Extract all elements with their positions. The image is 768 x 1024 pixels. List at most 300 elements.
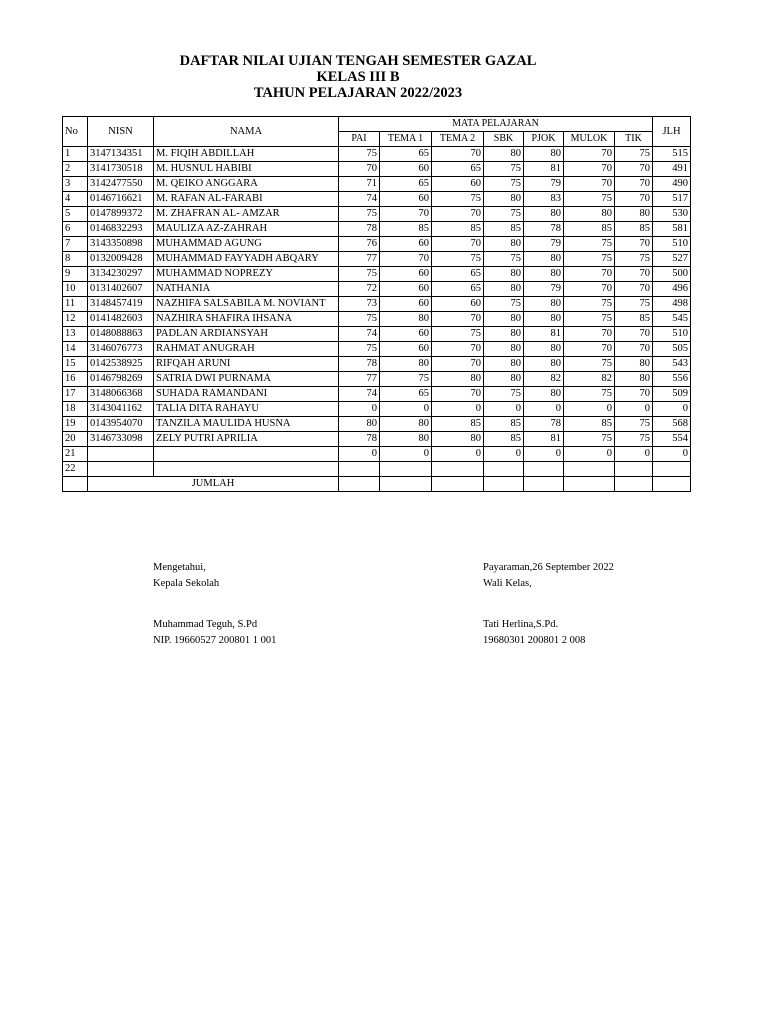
row-no: 2: [63, 162, 88, 177]
row-score: 80: [380, 417, 432, 432]
footer-row: [63, 477, 691, 492]
table-row: [63, 327, 691, 342]
row-score: 65: [432, 162, 484, 177]
row-score: 71: [339, 177, 380, 192]
row-nama: NATHANIA: [154, 282, 339, 297]
row-nama: TANZILA MAULIDA HUSNA: [154, 417, 339, 432]
row-nisn: 0146798269: [88, 372, 154, 387]
row-jlh: 545: [653, 312, 691, 327]
row-score: 70: [615, 327, 653, 342]
row-jlh: 510: [653, 237, 691, 252]
row-score: 70: [564, 267, 615, 282]
row-score: 80: [484, 192, 524, 207]
row-score: 75: [432, 327, 484, 342]
footer-empty-cell: [564, 477, 615, 492]
table-row: [63, 417, 691, 432]
row-nisn: 3134230297: [88, 267, 154, 282]
header-subject: MULOK: [564, 132, 615, 147]
row-nama: M. HUSNUL HABIBI: [154, 162, 339, 177]
left-nip: NIP. 19660527 200801 1 001: [153, 635, 277, 646]
row-score: 80: [524, 357, 564, 372]
row-score: [380, 462, 432, 477]
row-nisn: 0146832293: [88, 222, 154, 237]
row-score: 80: [524, 297, 564, 312]
row-jlh: 505: [653, 342, 691, 357]
row-score: 80: [524, 267, 564, 282]
row-score: 85: [432, 222, 484, 237]
row-nama: M. RAFAN AL-FARABI: [154, 192, 339, 207]
left-line-2: Kepala Sekolah: [153, 578, 220, 589]
title-line-2: KELAS III B: [316, 69, 400, 85]
row-nisn: 3141730518: [88, 162, 154, 177]
table-row: [63, 162, 691, 177]
header-subject: PJOK: [524, 132, 564, 147]
row-score: 65: [380, 387, 432, 402]
row-score: 78: [524, 222, 564, 237]
row-score: 75: [339, 207, 380, 222]
title-line-1: DAFTAR NILAI UJIAN TENGAH SEMESTER GAZAL: [179, 53, 537, 69]
row-score: 70: [432, 147, 484, 162]
row-score: 75: [484, 207, 524, 222]
row-score: 85: [615, 312, 653, 327]
right-line-2: Wali Kelas,: [483, 578, 532, 589]
row-score: 70: [615, 162, 653, 177]
row-score: [564, 462, 615, 477]
row-nisn: 0132009428: [88, 252, 154, 267]
row-nisn: 0131402607: [88, 282, 154, 297]
row-score: 80: [432, 432, 484, 447]
row-score: 80: [380, 312, 432, 327]
row-score: 70: [432, 357, 484, 372]
row-nisn: 3148066368: [88, 387, 154, 402]
row-no: 22: [63, 462, 88, 477]
row-score: 75: [484, 297, 524, 312]
footer-no-cell: [63, 477, 88, 492]
row-score: 70: [615, 282, 653, 297]
row-score: 80: [484, 312, 524, 327]
row-no: 13: [63, 327, 88, 342]
row-score: 82: [564, 372, 615, 387]
row-score: 81: [524, 432, 564, 447]
row-nisn: [88, 462, 154, 477]
row-score: 78: [339, 432, 380, 447]
row-score: [615, 462, 653, 477]
row-nama: MUHAMMAD FAYYADH ABQARY: [154, 252, 339, 267]
row-score: 80: [564, 207, 615, 222]
row-score: 0: [564, 447, 615, 462]
row-score: 80: [484, 342, 524, 357]
header-mata-pelajaran: MATA PELAJARAN: [339, 117, 653, 132]
row-jlh: 490: [653, 177, 691, 192]
left-line-1: Mengetahui,: [153, 562, 206, 573]
row-score: 80: [484, 357, 524, 372]
table-row: [63, 462, 691, 477]
row-score: 65: [380, 147, 432, 162]
row-nisn: 3143350898: [88, 237, 154, 252]
row-score: 70: [432, 312, 484, 327]
row-score: 70: [615, 387, 653, 402]
row-score: 72: [339, 282, 380, 297]
row-nama: NAZHIFA SALSABILA M. NOVIANT: [154, 297, 339, 312]
row-nisn: 3143041162: [88, 402, 154, 417]
header-subject: TIK: [615, 132, 653, 147]
row-score: 85: [484, 432, 524, 447]
row-score: 75: [339, 342, 380, 357]
footer-empty-cell: [380, 477, 432, 492]
row-score: 75: [615, 252, 653, 267]
table-row: [63, 282, 691, 297]
row-score: 80: [484, 237, 524, 252]
footer-empty-cell: [339, 477, 380, 492]
row-score: 77: [339, 252, 380, 267]
row-no: 16: [63, 372, 88, 387]
row-nama: PADLAN ARDIANSYAH: [154, 327, 339, 342]
row-no: 3: [63, 177, 88, 192]
row-nisn: 3146076773: [88, 342, 154, 357]
row-score: 70: [564, 147, 615, 162]
row-score: 75: [615, 147, 653, 162]
row-score: 70: [380, 252, 432, 267]
row-score: 80: [380, 432, 432, 447]
table-row: [63, 432, 691, 447]
row-score: 60: [380, 342, 432, 357]
row-score: 70: [380, 207, 432, 222]
row-score: 80: [524, 207, 564, 222]
row-nisn: 0142538925: [88, 357, 154, 372]
row-score: 0: [615, 447, 653, 462]
row-score: 76: [339, 237, 380, 252]
row-score: 70: [615, 342, 653, 357]
row-score: 0: [524, 447, 564, 462]
row-jlh: 510: [653, 327, 691, 342]
row-nama: MUHAMMAD NOPREZY: [154, 267, 339, 282]
header-subject: TEMA 1: [380, 132, 432, 147]
row-no: 10: [63, 282, 88, 297]
signature-left: [153, 561, 276, 648]
table-row: [63, 447, 691, 462]
row-score: 60: [432, 177, 484, 192]
table-row: [63, 372, 691, 387]
row-jlh: 530: [653, 207, 691, 222]
row-nama: M. FIQIH ABDILLAH: [154, 147, 339, 162]
row-score: 0: [484, 402, 524, 417]
row-no: 15: [63, 357, 88, 372]
row-score: 75: [564, 237, 615, 252]
row-score: 0: [380, 447, 432, 462]
row-no: 19: [63, 417, 88, 432]
row-score: 70: [432, 387, 484, 402]
row-no: 5: [63, 207, 88, 222]
table-row: [63, 192, 691, 207]
footer-empty-cell: [615, 477, 653, 492]
row-score: [339, 462, 380, 477]
row-score: 60: [380, 327, 432, 342]
row-score: 70: [564, 282, 615, 297]
row-score: 0: [432, 447, 484, 462]
row-score: 80: [524, 387, 564, 402]
row-jlh: 527: [653, 252, 691, 267]
row-score: 82: [524, 372, 564, 387]
row-jlh: 517: [653, 192, 691, 207]
row-nisn: 0148088863: [88, 327, 154, 342]
table-row: [63, 387, 691, 402]
row-score: 60: [380, 237, 432, 252]
row-score: 80: [484, 282, 524, 297]
row-nama: RIFQAH ARUNI: [154, 357, 339, 372]
row-jlh: 500: [653, 267, 691, 282]
row-no: 11: [63, 297, 88, 312]
row-score: 60: [380, 282, 432, 297]
row-score: 80: [524, 252, 564, 267]
row-score: 0: [432, 402, 484, 417]
row-no: 17: [63, 387, 88, 402]
row-score: 85: [484, 417, 524, 432]
row-no: 8: [63, 252, 88, 267]
row-jlh: 543: [653, 357, 691, 372]
row-score: 85: [615, 222, 653, 237]
row-nama: [154, 447, 339, 462]
row-score: [432, 462, 484, 477]
row-score: 74: [339, 387, 380, 402]
row-score: [524, 462, 564, 477]
row-jlh: 509: [653, 387, 691, 402]
row-no: 1: [63, 147, 88, 162]
table-row: [63, 297, 691, 312]
row-jlh: 554: [653, 432, 691, 447]
row-score: 80: [484, 327, 524, 342]
row-score: 83: [524, 192, 564, 207]
row-score: 70: [432, 237, 484, 252]
row-score: 75: [564, 432, 615, 447]
row-no: 4: [63, 192, 88, 207]
row-score: 70: [432, 342, 484, 357]
row-score: 75: [564, 357, 615, 372]
row-score: 70: [339, 162, 380, 177]
row-no: 9: [63, 267, 88, 282]
row-score: 73: [339, 297, 380, 312]
row-score: 75: [484, 252, 524, 267]
row-score: 0: [484, 447, 524, 462]
footer-empty-cell: [484, 477, 524, 492]
row-nama: [154, 462, 339, 477]
footer-jumlah-label: JUMLAH: [88, 477, 339, 492]
row-nama: RAHMAT ANUGRAH: [154, 342, 339, 357]
table-row: [63, 177, 691, 192]
row-score: 75: [380, 372, 432, 387]
row-score: 60: [380, 297, 432, 312]
row-nisn: 3146733098: [88, 432, 154, 447]
row-score: 70: [564, 342, 615, 357]
row-jlh: 568: [653, 417, 691, 432]
row-jlh: 0: [653, 447, 691, 462]
row-nama: MAULIZA AZ-ZAHRAH: [154, 222, 339, 237]
row-score: 80: [524, 342, 564, 357]
row-score: 74: [339, 327, 380, 342]
row-score: 80: [615, 372, 653, 387]
row-score: 80: [339, 417, 380, 432]
title-line-3: TAHUN PELAJARAN 2022/2023: [253, 85, 463, 101]
row-score: 78: [339, 222, 380, 237]
row-score: 70: [615, 267, 653, 282]
row-score: 70: [432, 207, 484, 222]
row-no: 6: [63, 222, 88, 237]
row-score: 80: [432, 372, 484, 387]
row-score: 70: [564, 327, 615, 342]
table-row: [63, 207, 691, 222]
row-score: 70: [615, 192, 653, 207]
table-row: [63, 312, 691, 327]
header-subject: SBK: [484, 132, 524, 147]
row-score: 75: [339, 312, 380, 327]
header-no: No: [63, 117, 88, 147]
row-no: 12: [63, 312, 88, 327]
row-nisn: 0147899372: [88, 207, 154, 222]
header-jlh: JLH: [653, 117, 691, 147]
row-score: 85: [564, 417, 615, 432]
row-nama: NAZHIRA SHAFIRA IHSANA: [154, 312, 339, 327]
row-score: 74: [339, 192, 380, 207]
row-score: 85: [564, 222, 615, 237]
row-score: 81: [524, 162, 564, 177]
row-score: 75: [484, 387, 524, 402]
row-score: 0: [615, 402, 653, 417]
row-nama: TALIA DITA RAHAYU: [154, 402, 339, 417]
row-score: 0: [339, 447, 380, 462]
row-score: 85: [484, 222, 524, 237]
row-score: 60: [380, 192, 432, 207]
row-score: 0: [564, 402, 615, 417]
row-score: 70: [615, 177, 653, 192]
row-score: 75: [484, 162, 524, 177]
row-jlh: 581: [653, 222, 691, 237]
row-score: 70: [564, 162, 615, 177]
row-score: 75: [564, 312, 615, 327]
row-nama: ZELY PUTRI APRILIA: [154, 432, 339, 447]
table-row: [63, 402, 691, 417]
row-score: 60: [380, 267, 432, 282]
row-score: 79: [524, 237, 564, 252]
table-row: [63, 342, 691, 357]
row-score: 78: [524, 417, 564, 432]
row-score: 75: [615, 297, 653, 312]
row-score: 65: [380, 177, 432, 192]
row-score: 85: [380, 222, 432, 237]
header-subject: TEMA 2: [432, 132, 484, 147]
row-no: 7: [63, 237, 88, 252]
row-jlh: 0: [653, 402, 691, 417]
table-row: [63, 267, 691, 282]
row-nama: M. ZHAFRAN AL- AMZAR: [154, 207, 339, 222]
row-score: 60: [380, 162, 432, 177]
row-nisn: [88, 447, 154, 462]
row-score: 80: [380, 357, 432, 372]
table-row: [63, 357, 691, 372]
row-score: 77: [339, 372, 380, 387]
row-score: 85: [432, 417, 484, 432]
row-score: 60: [432, 297, 484, 312]
row-score: 75: [432, 192, 484, 207]
row-no: 20: [63, 432, 88, 447]
row-score: 75: [339, 267, 380, 282]
row-score: 75: [564, 192, 615, 207]
grades-table: [62, 116, 691, 492]
row-score: 0: [339, 402, 380, 417]
row-score: 75: [564, 297, 615, 312]
row-no: 21: [63, 447, 88, 462]
header-row-1: [63, 117, 691, 132]
row-jlh: 556: [653, 372, 691, 387]
table-row: [63, 237, 691, 252]
row-jlh: 515: [653, 147, 691, 162]
row-nama: SUHADA RAMANDANI: [154, 387, 339, 402]
row-score: 75: [615, 417, 653, 432]
row-score: 80: [615, 357, 653, 372]
row-jlh: 496: [653, 282, 691, 297]
row-jlh: 491: [653, 162, 691, 177]
row-nisn: 3147134351: [88, 147, 154, 162]
row-score: 80: [524, 312, 564, 327]
table-row: [63, 147, 691, 162]
row-nisn: 0143954070: [88, 417, 154, 432]
row-score: 81: [524, 327, 564, 342]
row-score: 65: [432, 282, 484, 297]
header-nama: NAMA: [154, 117, 339, 147]
row-jlh: [653, 462, 691, 477]
table-row: [63, 222, 691, 237]
row-score: 80: [524, 147, 564, 162]
row-nama: MUHAMMAD AGUNG: [154, 237, 339, 252]
document-title: [0, 53, 716, 101]
row-score: 79: [524, 177, 564, 192]
row-score: 75: [339, 147, 380, 162]
table-row: [63, 252, 691, 267]
row-score: 80: [484, 372, 524, 387]
row-score: 80: [484, 267, 524, 282]
row-score: 70: [615, 237, 653, 252]
footer-empty-cell: [524, 477, 564, 492]
row-score: 78: [339, 357, 380, 372]
right-line-1: Payaraman,26 September 2022: [483, 562, 614, 573]
row-score: 75: [432, 252, 484, 267]
row-nisn: 0141482603: [88, 312, 154, 327]
footer-empty-cell: [653, 477, 691, 492]
row-nama: M. QEIKO ANGGARA: [154, 177, 339, 192]
row-no: 14: [63, 342, 88, 357]
row-no: 18: [63, 402, 88, 417]
row-score: 70: [564, 177, 615, 192]
row-score: 75: [484, 177, 524, 192]
row-score: [484, 462, 524, 477]
row-score: 80: [484, 147, 524, 162]
row-score: 75: [615, 432, 653, 447]
header-subject: PAI: [339, 132, 380, 147]
left-name: Muhammad Teguh, S.Pd: [153, 619, 258, 630]
row-nisn: 3142477550: [88, 177, 154, 192]
row-score: 79: [524, 282, 564, 297]
footer-empty-cell: [432, 477, 484, 492]
row-score: 75: [564, 387, 615, 402]
row-score: 0: [380, 402, 432, 417]
header-nisn: NISN: [88, 117, 154, 147]
signature-right: [483, 561, 614, 648]
row-jlh: 498: [653, 297, 691, 312]
right-nip: 19680301 200801 2 008: [483, 635, 586, 646]
row-score: 65: [432, 267, 484, 282]
row-score: 75: [564, 252, 615, 267]
row-nisn: 0146716621: [88, 192, 154, 207]
row-score: 80: [615, 207, 653, 222]
row-nama: SATRIA DWI PURNAMA: [154, 372, 339, 387]
